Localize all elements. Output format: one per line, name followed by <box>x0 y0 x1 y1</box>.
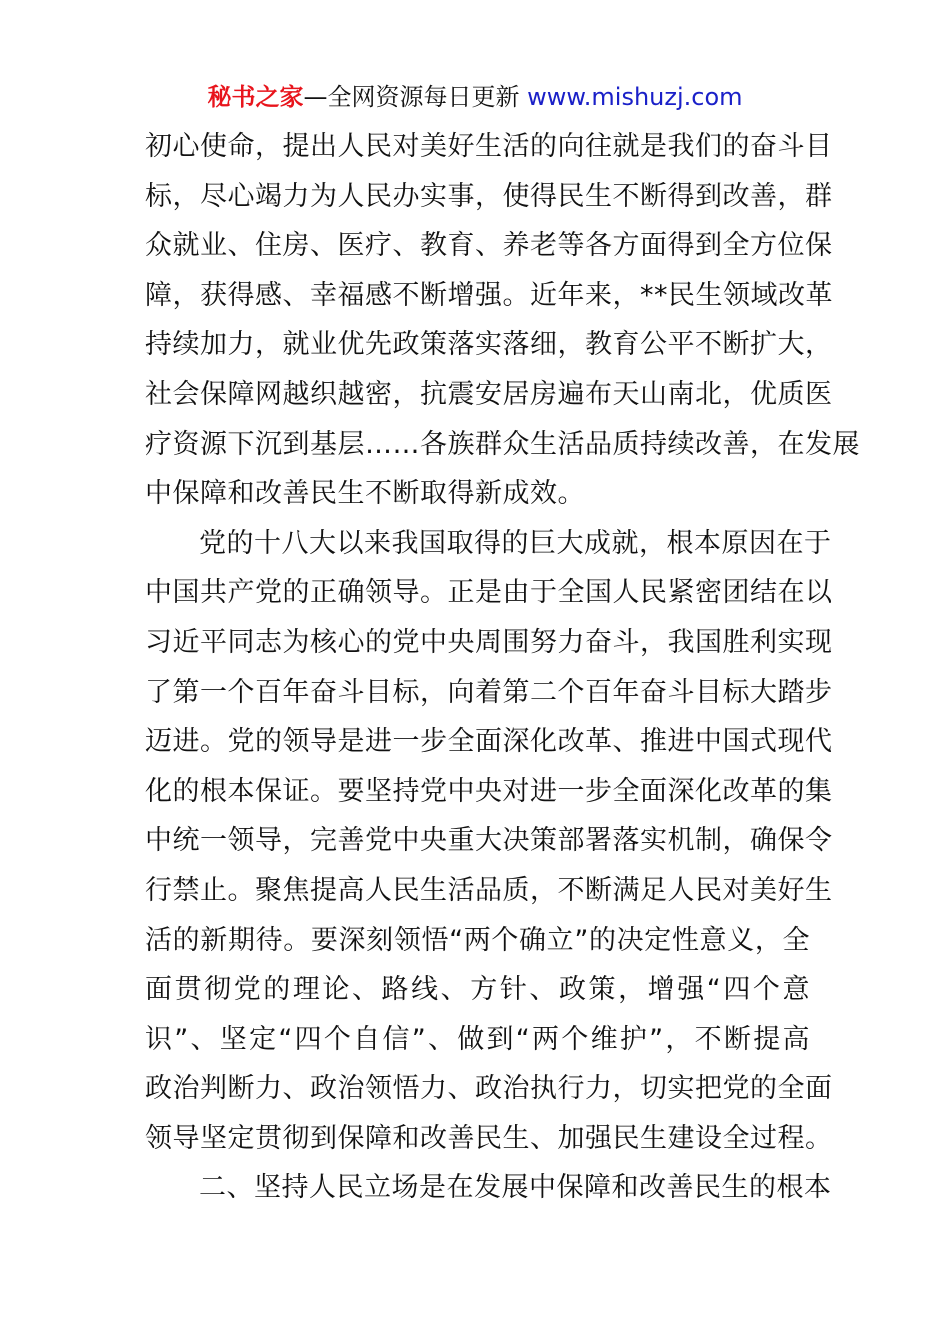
text-line: 众就业、住房、医疗、教育、养老等各方面得到全方位保 <box>145 230 833 262</box>
text-line: 中保障和改善民生不断取得新成效。 <box>145 478 585 510</box>
text-line: 疗资源下沉到基层……各族群众生活品质持续改善，在发展 <box>145 428 860 460</box>
section-heading: 二、坚持人民立场是在发展中保障和改善民生的根本 <box>199 1172 832 1204</box>
text-line: 中国共产党的正确领导。正是由于全国人民紧密团结在以 <box>145 577 833 609</box>
site-tagline: —全网资源每日更新 <box>303 83 520 111</box>
paragraph-first-line: 党的十八大以来我国取得的巨大成就，根本原因在于 <box>199 527 832 559</box>
text-line: 领导坚定贯彻到保障和改善民生、加强民生建设全过程。 <box>145 1122 833 1154</box>
text-line: 社会保障网越织越密，抗震安居房遍布天山南北，优质医 <box>145 378 833 410</box>
text-line: 标，尽心竭力为人民办实事，使得民生不断得到改善，群 <box>145 180 833 212</box>
text-line: 初心使命，提出人民对美好生活的向往就是我们的奋斗目 <box>145 131 833 162</box>
text-line: 了第一个百年奋斗目标，向着第二个百年奋斗目标大踏步 <box>145 676 833 708</box>
site-url-link[interactable]: www.mishuzj.com <box>527 83 743 111</box>
text-line: 识”、坚定“四个自信”、做到“两个维护”，不断提高 <box>145 1023 810 1055</box>
text-line: 习近平同志为核心的党中央周围努力奋斗，我国胜利实现 <box>145 626 833 658</box>
text-line: 障，获得感、幸福感不断增强。近年来，**民生领域改革 <box>145 279 833 311</box>
site-brand: 秘书之家 <box>207 83 304 111</box>
text-line: 政治判断力、政治领悟力、政治执行力，切实把党的全面 <box>145 1073 833 1105</box>
text-line: 迈进。党的领导是进一步全面深化改革、推进中国式现代 <box>145 726 833 758</box>
text-line: 活的新期待。要深刻领悟“两个确立”的决定性意义，全 <box>145 924 810 956</box>
text-line: 行禁止。聚焦提高人民生活品质，不断满足人民对美好生 <box>145 874 833 906</box>
text-line: 持续加力，就业优先政策落实落细，教育公平不断扩大， <box>145 329 833 361</box>
site-header <box>0 82 950 112</box>
document-body <box>145 122 860 1213</box>
text-line: 中统一领导，完善党中央重大决策部署落实机制，确保令 <box>145 825 833 857</box>
text-line: 化的根本保证。要坚持党中央对进一步全面深化改革的集 <box>145 775 833 807</box>
text-line: 面贯彻党的理论、路线、方针、政策，增强“四个意 <box>145 974 810 1006</box>
